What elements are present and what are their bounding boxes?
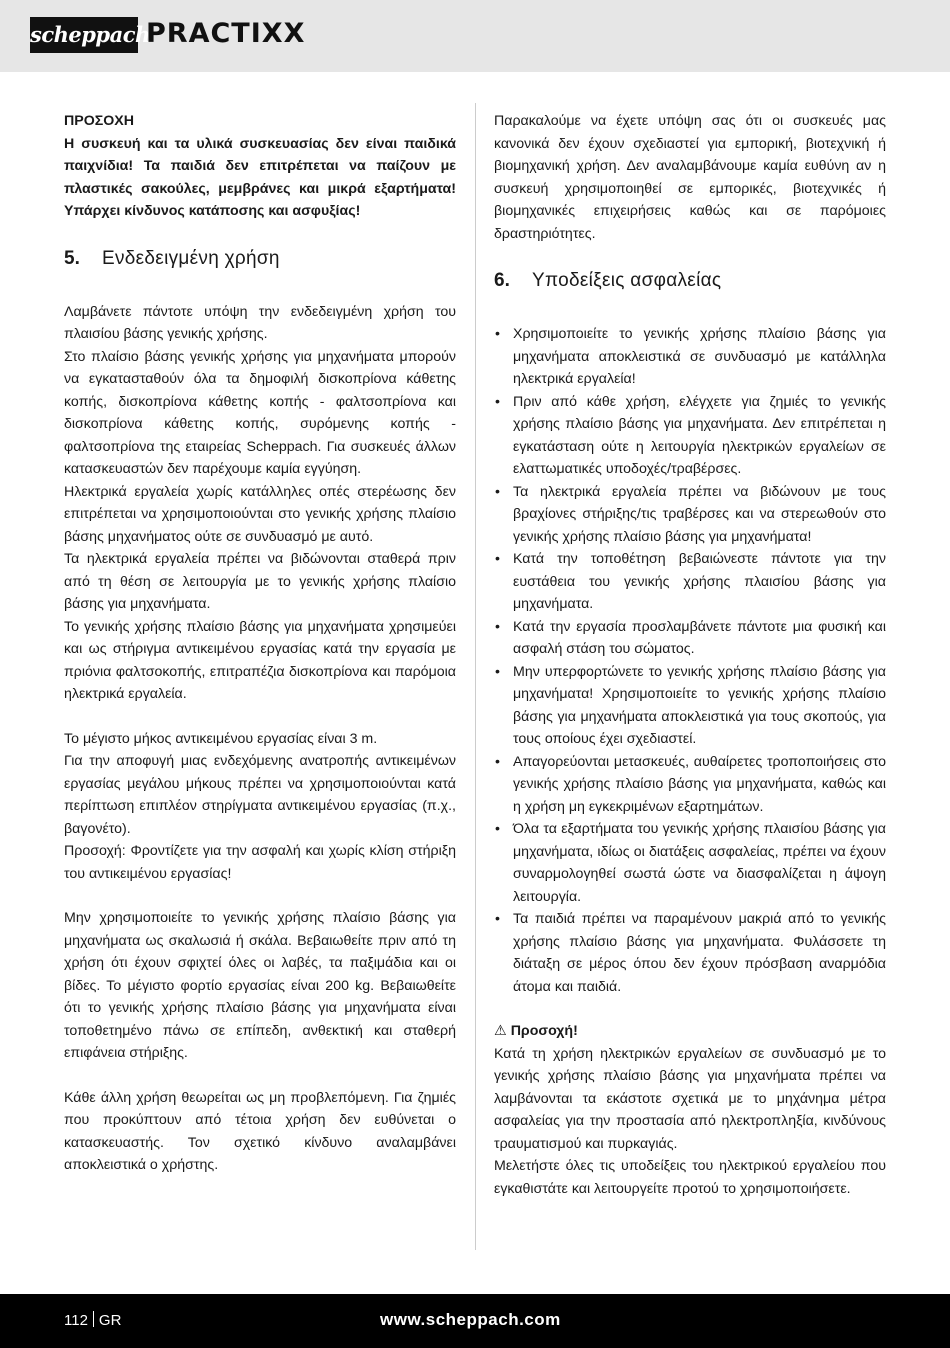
practixx-brand: PRACTIXX — [146, 18, 306, 49]
section-5-heading — [64, 241, 456, 301]
list-item: • Όλα τα εξαρτήματα του γενικής χρήσης πλαισίου βάσης για μηχανήματα, ιδίως οι διατάξεις ασφαλείας, πρέπει να έχουν συναρμολογηθεί σωστά ώστε να διασφαλίζεται η άψογη λειτουργία. — [494, 818, 886, 908]
list-item: • Απαγορεύονται μετασκευές, αυθαίρετες τροποποιήσεις στο γενικής χρήσης πλαίσιο βάσης για μηχανήματα, καθώς και η χρήση μη εγκεκριμένων εξαρτημάτων. — [494, 751, 886, 819]
bullet-icon: • — [495, 551, 500, 567]
warning-text: Μελετήστε όλες τις υποδείξεις του ηλεκτρικού εργαλείου που εγκαθιστάτε και λειτουργείτε προτού το χρησιμοποιήσετε. — [494, 1158, 886, 1197]
warning-icon: ⚠ — [494, 1023, 507, 1039]
paragraph: Λαμβάνετε πάντοτε υπόψη την ενδεδειγμένη χρήση του πλαισίου βάσης γενικής χρήσης. — [64, 303, 456, 342]
warning-heading — [494, 1020, 886, 1043]
warning-title: Προσοχή! — [510, 1023, 578, 1039]
page-number-value: 112 — [64, 1312, 88, 1329]
bullet-icon: • — [495, 753, 500, 770]
website-link[interactable]: www.scheppach.com — [380, 1310, 561, 1329]
paragraph: Το γενικής χρήσης πλαίσιο βάσης για μηχανήματα χρησιμεύει και ως στήριγμα αντικειμένου εργασίας κατά την εργασία με πριόνια φαλτσοκοπής, επιτραπέζια δισκοπρίονα και παρόμοια ηλεκτρικά εργαλεία. — [64, 618, 456, 702]
list-item: • Πριν από κάθε χρήση, ελέγχετε για ζημιές το γενικής χρήσης πλαίσιο βάσης για μηχανήματα. Δεν επιτρέπεται η εγκατάσταση ούτε η λειτουργία ηλεκτρικών εργαλείων σε ελαττωματικές υποδοχές/τραβέρσες. — [494, 391, 886, 481]
separator — [93, 1311, 94, 1327]
caution-text: Η συσκευή και τα υλικά συσκευασίας δεν είναι παιδικά παιχνίδια! Τα παιδιά δεν επιτρέπεται να παίζουν με πλαστικές σακούλες, μεμβράνες και μικρά εξαρτήματα! Υπάρχει κίνδυνος κατάποσης και ασφυξίας! — [64, 135, 456, 219]
left-column — [64, 110, 456, 1177]
paragraph: Προσοχή: Φροντίζετε για την ασφαλή και χωρίς κλίση στήριξη του αντικειμένου εργασίας! — [64, 843, 456, 882]
list-item: • Τα παιδιά πρέπει να παραμένουν μακριά από το γενικής χρήσης πλαίσιο βάσης για μηχανήματα. Φυλάσσετε τη διάταξη σε μέρος όπου δεν έχουν πρόσβαση αναρμόδια άτομα και παιδιά. — [494, 908, 886, 998]
intro-paragraph: Παρακαλούμε να έχετε υπόψη σας ότι οι συσκευές μας κανονικά δεν έχουν σχεδιαστεί για εμπορική, βιοτεχνική ή βιομηχανική χρήση. Δεν αναλαμβάνουμε καμία ευθύνη αν η συσκευή χρησιμοποιηθεί σε εμπορικές, βιοτεχνικές ή βιομηχανικές επιχειρήσεις καθώς και σε παρόμοιες δραστηριότητες. — [494, 113, 886, 242]
section-title: Υποδείξεις ασφαλείας — [532, 270, 722, 291]
page-number — [64, 1310, 121, 1332]
section-6-heading — [494, 263, 886, 323]
right-column — [494, 110, 886, 1200]
section-number: 6. — [494, 270, 510, 291]
list-item: • Κατά την τοποθέτηση βεβαιώνεστε πάντοτε για την ευστάθεια του γενικής χρήσης πλαισίου βάσης για μηχανήματα. — [494, 548, 886, 616]
warning-text: Κατά τη χρήση ηλεκτρικών εργαλείων σε συνδυασμό με το γενικής χρήσης πλαίσιο βάσης για μηχανήματα πρέπει να λαμβάνονται τα εκάστοτε σχετικά με το μηχάνημα μέτρα ασφαλείας για την προστασία από ηλεκτροπληξία, κινδύνους τραυματισμού και πυρκαγιάς. — [494, 1045, 886, 1152]
bullet-icon: • — [495, 663, 500, 680]
bullet-icon: • — [495, 483, 500, 500]
bullet-icon: • — [495, 326, 500, 342]
bullet-icon: • — [495, 393, 500, 410]
paragraph: Ηλεκτρικά εργαλεία χωρίς κατάλληλες οπές στερέωσης δεν επιτρέπεται να χρησιμοποιούνται στο γενικής χρήσης πλαίσιο βάσης μηχανήματος ούτε σε συνδυασμό με αυτό. — [64, 483, 456, 545]
list-item: • Χρησιμοποιείτε το γενικής χρήσης πλαίσιο βάσης για μηχανήματα αποκλειστικά σε συνδυασμό με κατάλληλα ηλεκτρικά εργαλεία! — [494, 323, 886, 391]
list-item: • Μην υπερφορτώνετε το γενικής χρήσης πλαίσιο βάσης για μηχανήματα! Χρησιμοποιείτε το γενικής χρήσης πλαίσιο βάσης για μηχανήματα αποκλειστικά για τους σκοπούς, για τους οποίους έχει σχεδιαστεί. — [494, 661, 886, 751]
paragraph: Κάθε άλλη χρήση θεωρείται ως μη προβλεπόμενη. Για ζημιές που προκύπτουν από τέτοια χρήση δεν ευθύνεται ο κατασκευαστής. Τον σχετικό κίνδυνο αναλαμβάνει αποκλειστικά ο χρήστης. — [64, 1089, 456, 1173]
paragraph: Για την αποφυγή μιας ενδεχόμενης ανατροπής αντικειμένων εργασίας μεγάλου μήκους πρέπει να χρησιμοποιούνται κατά περίπτωση επιπλέον στηρίγματα αντικειμένου εργασίας (π.χ., βαγονέτο). — [64, 753, 456, 837]
bullet-icon: • — [495, 618, 500, 635]
paragraph: Στο πλαίσιο βάσης γενικής χρήσης για μηχανήματα μπορούν να εγκατασταθούν όλα τα δημοφιλή δισκοπρίονα κάθετης κοπής, δισκοπρίονα κάθετης κοπής - φαλτσοπρίονα και δισκοπρίονα κάθετης κοπής, συρόμενης κοπής - φαλτσοπρίονα της εταιρείας Scheppach. Για συσκευές άλλων κατασκευαστών δεν παρέχουμε καμία εγγύηση. — [64, 348, 456, 477]
language-code: GR — [98, 1312, 122, 1329]
page-header — [0, 0, 950, 72]
page-footer — [0, 1294, 950, 1348]
list-item: • Τα ηλεκτρικά εργαλεία πρέπει να βιδώνουν με τους βραχίονες στήριξης/τις τραβέρσες και να στερεωθούν στο γενικής χρήσης πλαίσιο βάσης για μηχανήματα! — [494, 481, 886, 549]
list-item: • Κατά την εργασία προσλαμβάνετε πάντοτε μια φυσική και ασφαλή στάση του σώματος. — [494, 616, 886, 661]
scheppach-logo: scheppach — [30, 17, 138, 53]
bullet-icon: • — [495, 911, 500, 927]
section-number: 5. — [64, 247, 80, 269]
paragraph: Το μέγιστο μήκος αντικειμένου εργασίας είναι 3 m. — [64, 730, 378, 747]
paragraph: Τα ηλεκτρικά εργαλεία πρέπει να βιδώνονται σταθερά πριν από τη θέση σε λειτουργία με το γενικής χρήσης πλαίσιο βάσης για μηχανήματα. — [64, 551, 456, 612]
paragraph: Μην χρησιμοποιείτε το γενικής χρήσης πλαίσιο βάσης για μηχανήματα ως σκαλωσιά ή σκάλα. Βεβαιωθείτε πριν από τη χρήση ότι έχουν σφιχτεί όλες οι λαβές, τα παξιμάδια και οι βίδες. Το μέγιστο φορτίο εργασίας είναι 200 kg. Βεβαιωθείτε ότι το γενικής χρήσης πλαίσιο βάσης για μηχανήματα είναι τοποθετημένο πάνω σε επίπεδη, ανθεκτική και σταθερή επιφάνεια στήριξης. — [64, 910, 456, 1061]
section-title: Ενδεδειγμένη χρήση — [102, 247, 280, 269]
column-divider — [475, 103, 476, 1250]
bullet-icon: • — [495, 821, 500, 837]
caution-title: ΠΡΟΣΟΧΗ — [64, 113, 135, 129]
safety-list — [494, 323, 886, 998]
